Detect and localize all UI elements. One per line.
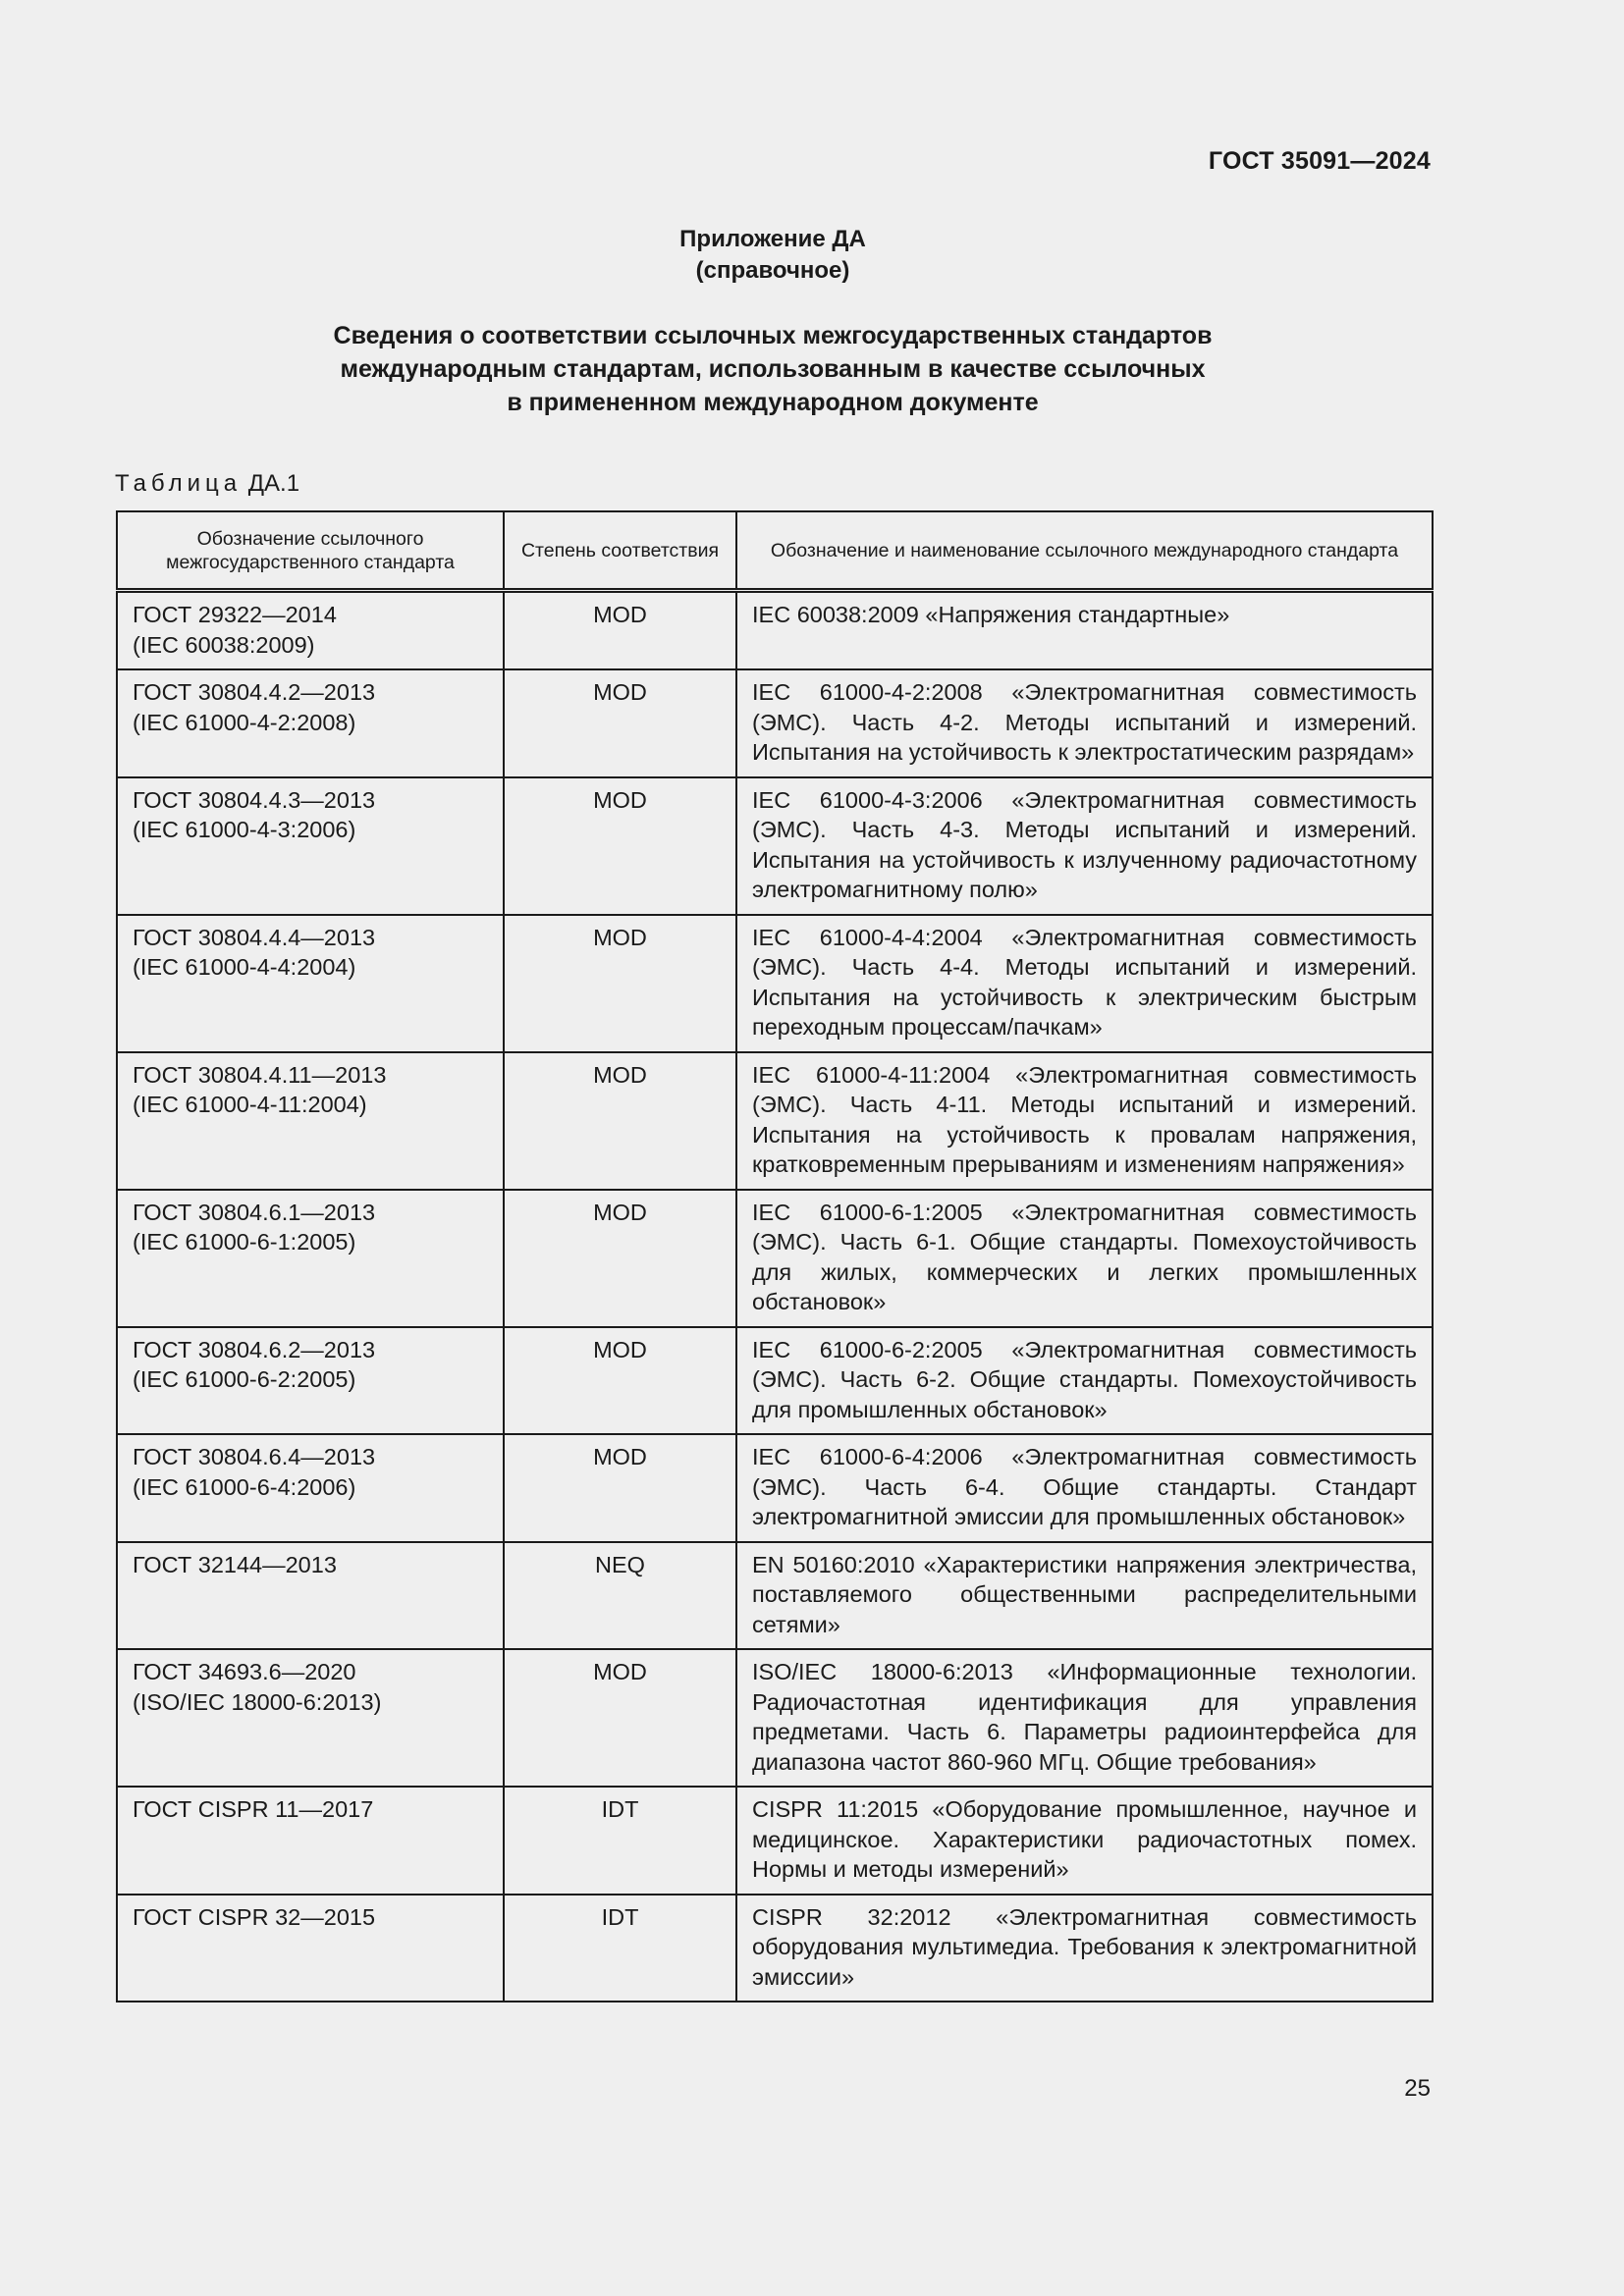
table-row [117,1327,1433,1435]
cell-degree: MOD [504,591,736,670]
table-row [117,1542,1433,1650]
gost-international-ref: (IEC 61000-4-2:2008) [133,709,356,735]
table-row [117,777,1433,915]
table-caption-number: ДА.1 [247,470,300,497]
column-header-intl: Обозначение и наименование ссылочного международного стандарта [736,511,1433,591]
heading-line: Сведения о соответствии ссылочных межгосударственных стандартов [333,322,1213,349]
cell-gost-designation [117,1895,504,2002]
cell-international-standard: IEC 61000-4-11:2004 «Электромагнитная совместимость (ЭМС). Часть 4-11. Методы испытаний и измерений. Испытания на устойчивость к провалам напряжения, кратковременным прерываниям и изменениям напряжения» [736,1052,1433,1190]
document-code: ГОСТ 35091—2024 [1208,147,1431,175]
table-row [117,591,1433,670]
table-row [117,1649,1433,1787]
cell-degree: MOD [504,1434,736,1542]
cell-international-standard: EN 50160:2010 «Характеристики напряжения электричества, поставляемого общественными распределительными сетями» [736,1542,1433,1650]
cell-international-standard: IEC 61000-4-3:2006 «Электромагнитная совместимость (ЭМС). Часть 4-3. Методы испытаний и измерений. Испытания на устойчивость к излученному радиочастотному электромагнитному полю» [736,777,1433,915]
cell-gost-designation [117,1649,504,1787]
gost-designation: ГОСТ 30804.6.1—2013 [133,1199,376,1225]
table-row [117,915,1433,1052]
gost-designation: ГОСТ CISPR 11—2017 [133,1796,374,1822]
gost-international-ref: (IEC 61000-6-1:2005) [133,1229,356,1255]
gost-designation: ГОСТ CISPR 32—2015 [133,1903,376,1930]
gost-international-ref: (IEC 61000-4-11:2004) [133,1092,367,1117]
table-caption [115,470,299,498]
cell-degree: MOD [504,669,736,777]
cell-gost-designation [117,777,504,915]
gost-international-ref: (IEC 60038:2009) [133,631,315,658]
correspondence-table [116,510,1434,2002]
appendix-title: Приложение ДА [679,226,866,252]
appendix-title-block [0,224,1545,287]
table-row [117,669,1433,777]
gost-international-ref: (IEC 61000-6-2:2005) [133,1366,356,1392]
gost-designation: ГОСТ 30804.4.3—2013 [133,786,376,813]
cell-degree: IDT [504,1895,736,2002]
cell-degree: NEQ [504,1542,736,1650]
table-body [117,591,1433,2002]
heading-line: в примененном международном документе [507,389,1039,416]
cell-international-standard: CISPR 11:2015 «Оборудование промышленное, научное и медицинское. Характеристики радиочастотных помех. Нормы и методы измерений» [736,1787,1433,1895]
cell-international-standard: IEC 61000-6-4:2006 «Электромагнитная совместимость (ЭМС). Часть 6-4. Общие стандарты. Стандарт электромагнитной эмиссии для промышленных обстановок» [736,1434,1433,1542]
heading-line: международным стандартам, использованным в качестве ссылочных [340,355,1206,383]
cell-gost-designation [117,1542,504,1650]
cell-international-standard: CISPR 32:2012 «Электромагнитная совместимость оборудования мультимедиа. Требования к электромагнитной эмиссии» [736,1895,1433,2002]
table-row [117,1052,1433,1190]
gost-designation: ГОСТ 30804.4.2—2013 [133,679,376,705]
gost-international-ref: (IEC 61000-6-4:2006) [133,1473,356,1500]
cell-international-standard: IEC 60038:2009 «Напряжения стандартные» [736,591,1433,670]
gost-international-ref: (IEC 61000-4-4:2004) [133,954,356,980]
gost-designation: ГОСТ 30804.6.4—2013 [133,1444,376,1469]
cell-international-standard: IEC 61000-6-2:2005 «Электромагнитная совместимость (ЭМС). Часть 6-2. Общие стандарты. Помехоустойчивость для промышленных обстановок» [736,1327,1433,1435]
cell-gost-designation [117,915,504,1052]
cell-degree: IDT [504,1787,736,1895]
cell-gost-designation [117,1434,504,1542]
cell-gost-designation [117,591,504,670]
gost-designation: ГОСТ 32144—2013 [133,1551,337,1577]
cell-gost-designation [117,1787,504,1895]
cell-international-standard: IEC 61000-4-2:2008 «Электромагнитная совместимость (ЭМС). Часть 4-2. Методы испытаний и измерений. Испытания на устойчивость к электростатическим разрядам» [736,669,1433,777]
column-header-gost: Обозначение ссылочного межгосударственного стандарта [117,511,504,591]
gost-designation: ГОСТ 29322—2014 [133,602,337,627]
cell-degree: MOD [504,915,736,1052]
cell-gost-designation [117,669,504,777]
page-number: 25 [1404,2075,1431,2102]
gost-designation: ГОСТ 30804.6.2—2013 [133,1336,376,1362]
cell-degree: MOD [504,777,736,915]
gost-designation: ГОСТ 34693.6—2020 [133,1659,356,1684]
cell-degree: MOD [504,1190,736,1327]
cell-degree: MOD [504,1327,736,1435]
cell-international-standard: IEC 61000-6-1:2005 «Электромагнитная совместимость (ЭМС). Часть 6-1. Общие стандарты. Помехоустойчивость для жилых, коммерческих и легких промышленных обстановок» [736,1190,1433,1327]
table-row [117,1434,1433,1542]
cell-degree: MOD [504,1052,736,1190]
table-row [117,1895,1433,2002]
appendix-subtitle: (справочное) [695,257,850,284]
table-caption-word: Таблица [115,470,243,497]
cell-gost-designation [117,1327,504,1435]
gost-international-ref: (IEC 61000-4-3:2006) [133,817,356,842]
table-row [117,1787,1433,1895]
gost-designation: ГОСТ 30804.4.11—2013 [133,1061,387,1088]
cell-gost-designation [117,1190,504,1327]
cell-international-standard: ISO/IEC 18000-6:2013 «Информационные технологии. Радиочастотная идентификация для управления предметами. Часть 6. Параметры радиоинтерфейса для диапазона частот 860-960 МГц. Общие требования» [736,1649,1433,1787]
section-heading [0,319,1545,419]
cell-international-standard: IEC 61000-4-4:2004 «Электромагнитная совместимость (ЭМС). Часть 4-4. Методы испытаний и измерений. Испытания на устойчивость к электрическим быстрым переходным процессам/пачкам» [736,915,1433,1052]
gost-designation: ГОСТ 30804.4.4—2013 [133,924,376,950]
table-header-row [117,511,1433,591]
table-row [117,1190,1433,1327]
gost-international-ref: (ISO/IEC 18000-6:2013) [133,1688,382,1715]
cell-gost-designation [117,1052,504,1190]
cell-degree: MOD [504,1649,736,1787]
column-header-degree: Степень соответствия [504,511,736,591]
